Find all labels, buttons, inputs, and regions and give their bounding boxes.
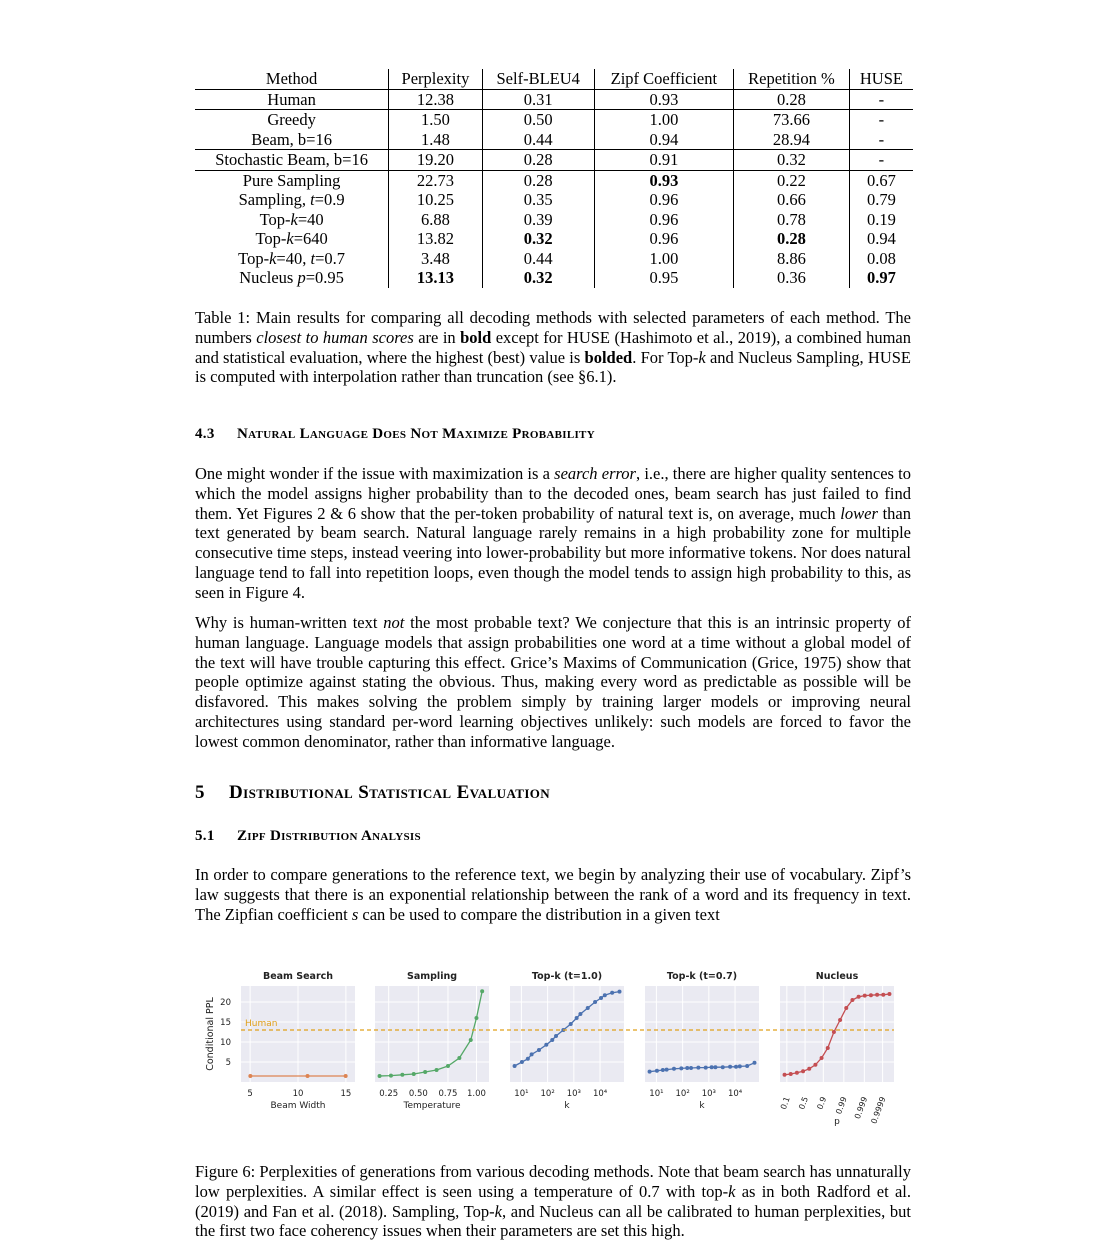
x-axis-label: Temperature (403, 1101, 461, 1111)
section-title: Zipf Distribution Analysis (237, 828, 421, 844)
data-point (513, 1064, 517, 1068)
cell-zipf: 0.96 (594, 229, 733, 249)
caption-text: with top- (659, 1181, 729, 1201)
cell-repetition: 0.36 (734, 268, 850, 288)
data-point (875, 993, 879, 997)
data-point (306, 1074, 310, 1078)
panel-background (510, 986, 624, 1082)
data-point (850, 998, 854, 1002)
data-point (469, 1038, 473, 1042)
caption-text: Figure 6: Perplexities of generations from various decoding methods. Note that beam search has unnaturally low perplexities. A similar effect is seen using a temperature of (195, 1162, 911, 1201)
para-italic: s (351, 904, 359, 924)
section-title: Distributional Statistical Evaluation (229, 782, 551, 803)
bold-value: 0.97 (866, 268, 896, 287)
method-text: =0.7 (315, 248, 346, 268)
panel-title: Nucleus (815, 971, 859, 982)
data-point (820, 1056, 824, 1060)
cell-zipf: 0.94 (594, 130, 733, 150)
para-text: In order to compare generations to the reference text, we begin by analyzing their use of vocabulary. Zipf’s law suggests that there is an exponential relationship between the rank of a word and its frequency in text. The Zipfian coefficient (195, 865, 911, 924)
data-point (738, 1064, 742, 1068)
bold-value: 0.32 (523, 229, 553, 248)
cell-repetition (734, 229, 850, 249)
panel-title: Beam Search (262, 971, 334, 982)
caption-italic: k (728, 1181, 736, 1201)
data-point (752, 1061, 756, 1065)
col-header-method: Method (195, 69, 389, 89)
data-point (704, 1066, 708, 1070)
cell-repetition: 73.66 (734, 110, 850, 130)
table-row (195, 110, 913, 130)
x-tick-label: 10² (540, 1089, 555, 1099)
section-title: Natural Language Does Not Maximize Probability (237, 426, 595, 442)
cell-repetition: 0.66 (734, 190, 850, 210)
col-header-zipf: Zipf Coefficient (594, 69, 733, 89)
section-number: 5.1 (195, 828, 215, 844)
cell-self-bleu4: 0.44 (482, 249, 594, 269)
method-text: =640 (293, 229, 328, 248)
paragraph (195, 464, 911, 603)
cell-repetition: 0.32 (734, 150, 850, 171)
data-point (783, 1073, 787, 1077)
table-row (195, 150, 913, 171)
table-row (195, 170, 913, 190)
x-axis-label: k (699, 1101, 705, 1111)
cell-method (195, 229, 389, 249)
data-point (412, 1072, 416, 1076)
cell-repetition: 0.22 (734, 170, 850, 190)
cell-perplexity: 1.48 (389, 130, 483, 150)
panel-title: Top-k (t=1.0) (531, 971, 603, 982)
section-heading-5 (195, 782, 550, 804)
paragraph (195, 613, 911, 752)
cell-self-bleu4: 0.39 (482, 210, 594, 230)
data-point (544, 1043, 548, 1047)
method-text: Nucleus (239, 268, 298, 287)
method-text: =40, (276, 248, 311, 268)
cell-self-bleu4: 0.50 (482, 110, 594, 130)
caption-text: Table 1: Main results for comparing all decoding methods with selected parameters of each method. The numbers (195, 308, 911, 347)
data-point (689, 1066, 693, 1070)
cell-self-bleu4: 0.28 (482, 150, 594, 171)
cell-self-bleu4: 0.28 (482, 170, 594, 190)
data-point (838, 1018, 842, 1022)
x-tick-label: 0.75 (438, 1089, 458, 1099)
cell-perplexity: 6.88 (389, 210, 483, 230)
data-point (554, 1034, 558, 1038)
cell-zipf: 1.00 (594, 249, 733, 269)
cell-method (195, 210, 389, 230)
cell-perplexity: 22.73 (389, 170, 483, 190)
method-var: k (290, 209, 298, 229)
cell-huse: 0.94 (866, 229, 896, 248)
cell-huse: - (849, 150, 913, 171)
cell-zipf: 0.91 (594, 150, 733, 171)
table-row (195, 190, 913, 210)
data-point (661, 1068, 665, 1072)
x-tick-label: 0.5 (797, 1095, 810, 1111)
figure-caption (195, 1162, 911, 1241)
cell-self-bleu4: 0.44 (482, 130, 594, 150)
data-point (248, 1074, 252, 1078)
method-var: k (269, 248, 277, 268)
table-row (195, 249, 913, 269)
cell-perplexity: 19.20 (389, 150, 483, 171)
cell-huse (849, 268, 913, 288)
caption-bold: bolded (584, 347, 633, 367)
cell-repetition: 28.94 (734, 130, 850, 150)
section-heading-4-3 (195, 426, 595, 443)
col-header-repetition: Repetition % (734, 69, 850, 89)
x-tick-label: 0.25 (379, 1089, 399, 1099)
data-point (520, 1060, 524, 1064)
x-tick-label: 10³ (566, 1089, 581, 1099)
cell-huse: 0.19 (866, 209, 896, 229)
cell-method: Beam, b=16 (195, 130, 389, 150)
table-row (195, 210, 913, 230)
data-point (617, 990, 621, 994)
caption-italic: k (494, 1201, 502, 1221)
caption-math: 0.7 (639, 1181, 660, 1201)
x-tick-label: 10 (292, 1089, 304, 1099)
y-tick-label: 15 (220, 1018, 231, 1028)
cell-perplexity: 1.50 (389, 110, 483, 130)
data-point (789, 1072, 793, 1076)
y-axis-label: Conditional PPL (205, 997, 216, 1071)
data-point (400, 1073, 404, 1077)
x-axis-label: k (564, 1101, 570, 1111)
cell-zipf: 0.96 (594, 210, 733, 230)
section-number: 5 (195, 782, 205, 803)
data-point (593, 1000, 597, 1004)
data-point (887, 992, 891, 996)
data-point (435, 1068, 439, 1072)
data-point (457, 1056, 461, 1060)
cell-zipf: 0.96 (594, 190, 733, 210)
section-number: 4.3 (195, 426, 215, 442)
x-tick-label: 10² (675, 1089, 690, 1099)
cell-perplexity (389, 268, 483, 288)
x-tick-label: 0.99 (834, 1095, 849, 1116)
data-point (603, 993, 607, 997)
data-point (679, 1066, 683, 1070)
table-row (195, 89, 913, 110)
data-point (801, 1069, 805, 1073)
data-point (423, 1070, 427, 1074)
data-point (530, 1052, 534, 1056)
panel-title: Sampling (406, 971, 458, 982)
y-tick-label: 10 (220, 1038, 231, 1048)
data-point (734, 1065, 738, 1069)
method-text: =0.9 (314, 190, 345, 209)
x-tick-label: 10¹ (514, 1089, 529, 1099)
data-point (665, 1068, 669, 1072)
data-point (526, 1057, 530, 1061)
data-point (537, 1048, 541, 1052)
cell-repetition: 0.28 (734, 89, 850, 110)
caption-text: and Nucleus Sampling, HUSE is computed with interpolation rather than truncation (see §6.1). (195, 347, 911, 387)
cell-zipf (594, 170, 733, 190)
x-tick-label: 10⁴ (727, 1089, 743, 1099)
method-text: Top- (259, 209, 291, 229)
para-italic: not (383, 613, 405, 632)
cell-self-bleu4 (482, 268, 594, 288)
cell-perplexity: 3.48 (389, 249, 483, 269)
cell-perplexity: 13.82 (389, 229, 483, 249)
cell-method: Stochastic Beam, b=16 (195, 150, 389, 171)
method-text: Top- (255, 229, 287, 248)
cell-self-bleu4: 0.31 (482, 89, 594, 110)
paragraph (195, 865, 911, 924)
panel-title: Top-k (t=0.7) (666, 971, 738, 982)
x-tick-label: 5 (247, 1089, 253, 1099)
data-point (586, 1006, 590, 1010)
data-point (857, 995, 861, 999)
data-point (721, 1065, 725, 1069)
bold-value: 0.93 (649, 170, 679, 190)
bold-value: 0.32 (523, 268, 553, 287)
x-tick-label: 0.999 (852, 1095, 870, 1121)
cell-huse: - (878, 89, 885, 109)
table-header-row (195, 69, 913, 89)
y-tick-label: 5 (225, 1058, 231, 1068)
caption-text: as in both Radford et al. (2019) and Fan et al. (2018). Sampling, Top- (195, 1181, 912, 1221)
caption-italic: closest to human scores (256, 327, 414, 347)
bold-value: 0.28 (777, 229, 806, 248)
para-text: Why is human-written text (195, 613, 384, 632)
panel-background (780, 986, 894, 1082)
x-tick-label: 0.1 (778, 1095, 792, 1111)
results-table (195, 69, 913, 288)
x-tick-label: 10¹ (649, 1089, 664, 1099)
cell-huse: 0.08 (866, 248, 896, 268)
data-point (745, 1064, 749, 1068)
cell-huse: - (849, 110, 913, 130)
x-tick-label: 0.9 (815, 1095, 829, 1111)
method-text: Sampling, (238, 190, 311, 209)
caption-italic: k (698, 347, 706, 367)
x-tick-label: 10³ (701, 1089, 716, 1099)
cell-self-bleu4 (482, 229, 594, 249)
data-point (575, 1016, 579, 1020)
cell-perplexity: 12.38 (389, 89, 483, 110)
data-point (550, 1038, 554, 1042)
para-text: can be used to compare the distribution in a given text (358, 904, 720, 924)
human-label: Human (245, 1019, 278, 1029)
table-caption (195, 308, 911, 387)
para-text: the most probable text? We conjecture that this is an intrinsic property of human language. Language models that assign probabilities one word at a time without a global model of the text will have trouble capturing this effect. Grice’s Maxims of Communication (Grice, 1975) show that people optimize against stating the obvious. Thus, making every word as predictable as possible will be disfavored. This makes solving the problem simply by training larger models or improving neural architectures using standard per-word learning objectives unlikely: such models are forced to favor the lowest common denominator, rather than informative language. (195, 613, 911, 751)
para-text: One might wonder if the issue with maximization is a (195, 464, 555, 483)
data-point (378, 1074, 382, 1078)
data-point (881, 993, 885, 997)
cell-zipf: 0.93 (594, 89, 733, 110)
data-point (672, 1067, 676, 1071)
figure-6 (195, 962, 915, 1142)
method-var: t (310, 248, 316, 268)
cell-method (195, 249, 389, 269)
data-point (869, 993, 873, 997)
table-row (195, 268, 913, 288)
x-axis-label: Beam Width (270, 1101, 326, 1111)
cell-repetition: 0.78 (734, 210, 850, 230)
data-point (696, 1066, 700, 1070)
col-header-perplexity: Perplexity (389, 69, 483, 89)
method-var: k (286, 229, 294, 248)
cell-method: Pure Sampling (195, 170, 389, 190)
col-header-huse: HUSE (849, 69, 913, 89)
table-row (195, 229, 913, 249)
bold-value: 13.13 (416, 268, 454, 287)
data-point (578, 1012, 582, 1016)
data-point (344, 1074, 348, 1078)
data-point (713, 1065, 717, 1069)
data-point (795, 1071, 799, 1075)
x-tick-label: 0.9999 (869, 1095, 888, 1125)
x-axis-label: p (834, 1117, 840, 1127)
data-point (599, 996, 603, 1000)
x-tick-label: 0.50 (408, 1089, 428, 1099)
y-tick-label: 20 (220, 998, 231, 1008)
data-point (863, 994, 867, 998)
cell-perplexity: 10.25 (389, 190, 483, 210)
cell-method: Human (195, 89, 389, 110)
method-var: t (310, 190, 315, 209)
caption-text: . For Top- (632, 347, 699, 367)
para-text: , i.e., there are higher quality sentences to which the model assigns higher probability than to the decoded ones, beam search has just failed to find them. Yet Figures 2 & 6 show that the per-token probability of natural text is, on average, much (195, 464, 911, 523)
para-text: than text generated by beam search. Natural language rarely remains in a high probability zone for multiple consecutive time steps, instead veering into lower-probability but more informative tokens. Nor does natural language tend to fall into repetition loops, even though the model tends to assign high probability to this, as seen in Figure 4. (195, 503, 911, 602)
cell-huse: - (878, 129, 885, 149)
cell-method: Greedy (195, 110, 389, 130)
data-point (474, 1016, 478, 1020)
cell-self-bleu4: 0.35 (482, 190, 594, 210)
cell-huse: 0.79 (866, 190, 896, 209)
data-point (610, 991, 614, 995)
data-point (648, 1070, 652, 1074)
data-point (728, 1065, 732, 1069)
data-point (826, 1046, 830, 1050)
data-point (389, 1074, 393, 1078)
data-point (710, 1065, 714, 1069)
data-point (480, 989, 484, 993)
caption-text: , and Nucleus can all be calibrated to human perplexities, but the first two face coherency issues when their parameters are set this high. (195, 1201, 911, 1241)
table-row (195, 130, 913, 150)
cell-method (195, 268, 389, 288)
cell-repetition: 8.86 (734, 249, 850, 269)
caption-bold: bold (460, 327, 492, 347)
caption-text: are in (413, 327, 461, 347)
cell-zipf: 1.00 (594, 110, 733, 130)
cell-zipf: 0.95 (594, 268, 733, 288)
x-tick-label: 15 (340, 1089, 352, 1099)
data-point (813, 1063, 817, 1067)
para-italic: lower (840, 503, 878, 523)
data-point (844, 1006, 848, 1010)
data-point (569, 1022, 573, 1026)
cell-method (195, 190, 389, 210)
data-point (655, 1069, 659, 1073)
method-text: Top- (238, 248, 270, 268)
method-text: =40 (297, 209, 324, 229)
method-text: =0.95 (305, 268, 344, 287)
data-point (685, 1066, 689, 1070)
section-heading-5-1 (195, 828, 421, 845)
data-point (807, 1067, 811, 1071)
x-tick-label: 1.00 (466, 1089, 486, 1099)
col-header-self-bleu4: Self-BLEU4 (482, 69, 594, 89)
x-tick-label: 10⁴ (592, 1089, 608, 1099)
cell-huse: 0.67 (849, 170, 913, 190)
data-point (446, 1064, 450, 1068)
para-italic: search error (554, 464, 636, 483)
perplexity-chart (195, 962, 915, 1142)
caption-text: except for HUSE (Hashimoto et al., 2019), a combined human and statistical evaluation, where the highest (best) value is (195, 327, 911, 367)
method-var: p (297, 268, 306, 287)
